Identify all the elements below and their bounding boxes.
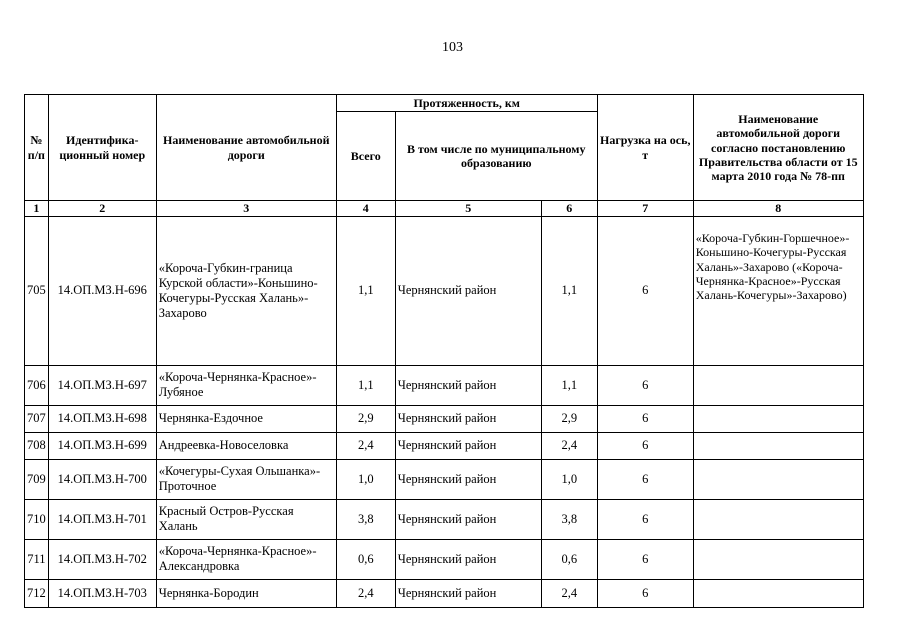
column-number: 7 [597,201,693,216]
road-name: «Кочегуры-Сухая Ольшанка»-Проточное [156,459,336,499]
decree-road-name [693,539,863,579]
length-total: 3,8 [336,499,395,539]
road-id: 14.ОП.МЗ.Н-698 [48,405,156,432]
header-decree-name: Наименование автомобильной дороги согласно постановлению Правительства области от 15 марта 2010 года № 78-пп [693,95,863,201]
length-total: 2,4 [336,432,395,459]
row-number: 707 [25,405,49,432]
length-total: 1,1 [336,365,395,405]
table-row [25,579,864,607]
header-id: Идентифика-ционный номер [48,95,156,201]
row-number: 712 [25,579,49,607]
decree-road-name [693,405,863,432]
district-name: Чернянский район [395,459,541,499]
district-name: Чернянский район [395,216,541,365]
roads-table [24,94,864,608]
district-length: 2,4 [541,432,597,459]
axle-load: 6 [597,405,693,432]
table-row [25,216,864,365]
district-length: 1,1 [541,216,597,365]
road-name: Андреевка-Новоселовка [156,432,336,459]
row-number: 709 [25,459,49,499]
road-id: 14.ОП.МЗ.Н-701 [48,499,156,539]
column-number: 8 [693,201,863,216]
decree-road-name [693,579,863,607]
table-row [25,459,864,499]
header-length: Протяженность, км [336,95,597,112]
header-total: Всего [336,112,395,201]
header-load: Нагрузка на ось, т [597,95,693,201]
axle-load: 6 [597,432,693,459]
header-municipal: В том числе по муниципальному образованию [395,112,597,201]
road-id: 14.ОП.МЗ.Н-699 [48,432,156,459]
column-number: 4 [336,201,395,216]
axle-load: 6 [597,579,693,607]
column-number: 3 [156,201,336,216]
district-name: Чернянский район [395,405,541,432]
decree-road-name: «Короча-Губкин-Горшечное»-Коньшино-Кочегуры-Русская Халань»-Захарово («Короча-Чернянка-Красное»-Русская Халань-Кочегуры»-Захарово) [693,216,863,365]
row-number: 711 [25,539,49,579]
table-row [25,499,864,539]
length-total: 1,0 [336,459,395,499]
length-total: 1,1 [336,216,395,365]
district-name: Чернянский район [395,579,541,607]
decree-road-name [693,365,863,405]
axle-load: 6 [597,539,693,579]
page-number: 103 [442,40,463,55]
road-id: 14.ОП.МЗ.Н-696 [48,216,156,365]
length-total: 2,4 [336,579,395,607]
district-name: Чернянский район [395,499,541,539]
row-number: 706 [25,365,49,405]
length-total: 0,6 [336,539,395,579]
column-number: 2 [48,201,156,216]
road-name: «Короча-Чернянка-Красное»-Лубяное [156,365,336,405]
row-number: 710 [25,499,49,539]
header-no: № п/п [25,95,49,201]
table-row [25,432,864,459]
column-number: 1 [25,201,49,216]
road-id: 14.ОП.МЗ.Н-697 [48,365,156,405]
district-name: Чернянский район [395,539,541,579]
row-number: 708 [25,432,49,459]
district-name: Чернянский район [395,365,541,405]
district-length: 1,1 [541,365,597,405]
axle-load: 6 [597,459,693,499]
road-id: 14.ОП.МЗ.Н-703 [48,579,156,607]
decree-road-name [693,499,863,539]
road-name: Красный Остров-Русская Халань [156,499,336,539]
road-name: Чернянка-Бородин [156,579,336,607]
axle-load: 6 [597,216,693,365]
district-length: 2,4 [541,579,597,607]
header-name: Наименование автомобильной дороги [156,95,336,201]
district-length: 1,0 [541,459,597,499]
road-id: 14.ОП.МЗ.Н-702 [48,539,156,579]
table-row [25,539,864,579]
district-length: 3,8 [541,499,597,539]
district-name: Чернянский район [395,432,541,459]
decree-road-name [693,432,863,459]
axle-load: 6 [597,499,693,539]
road-id: 14.ОП.МЗ.Н-700 [48,459,156,499]
table-row [25,365,864,405]
road-name: Чернянка-Ездочное [156,405,336,432]
district-length: 0,6 [541,539,597,579]
road-name: «Короча-Губкин-граница Курской области»-Коньшино-Кочегуры-Русская Халань»-Захарово [156,216,336,365]
axle-load: 6 [597,365,693,405]
column-number: 5 [395,201,541,216]
road-name: «Короча-Чернянка-Красное»-Александровка [156,539,336,579]
row-number: 705 [25,216,49,365]
length-total: 2,9 [336,405,395,432]
column-number: 6 [541,201,597,216]
district-length: 2,9 [541,405,597,432]
decree-road-name [693,459,863,499]
table-row [25,405,864,432]
